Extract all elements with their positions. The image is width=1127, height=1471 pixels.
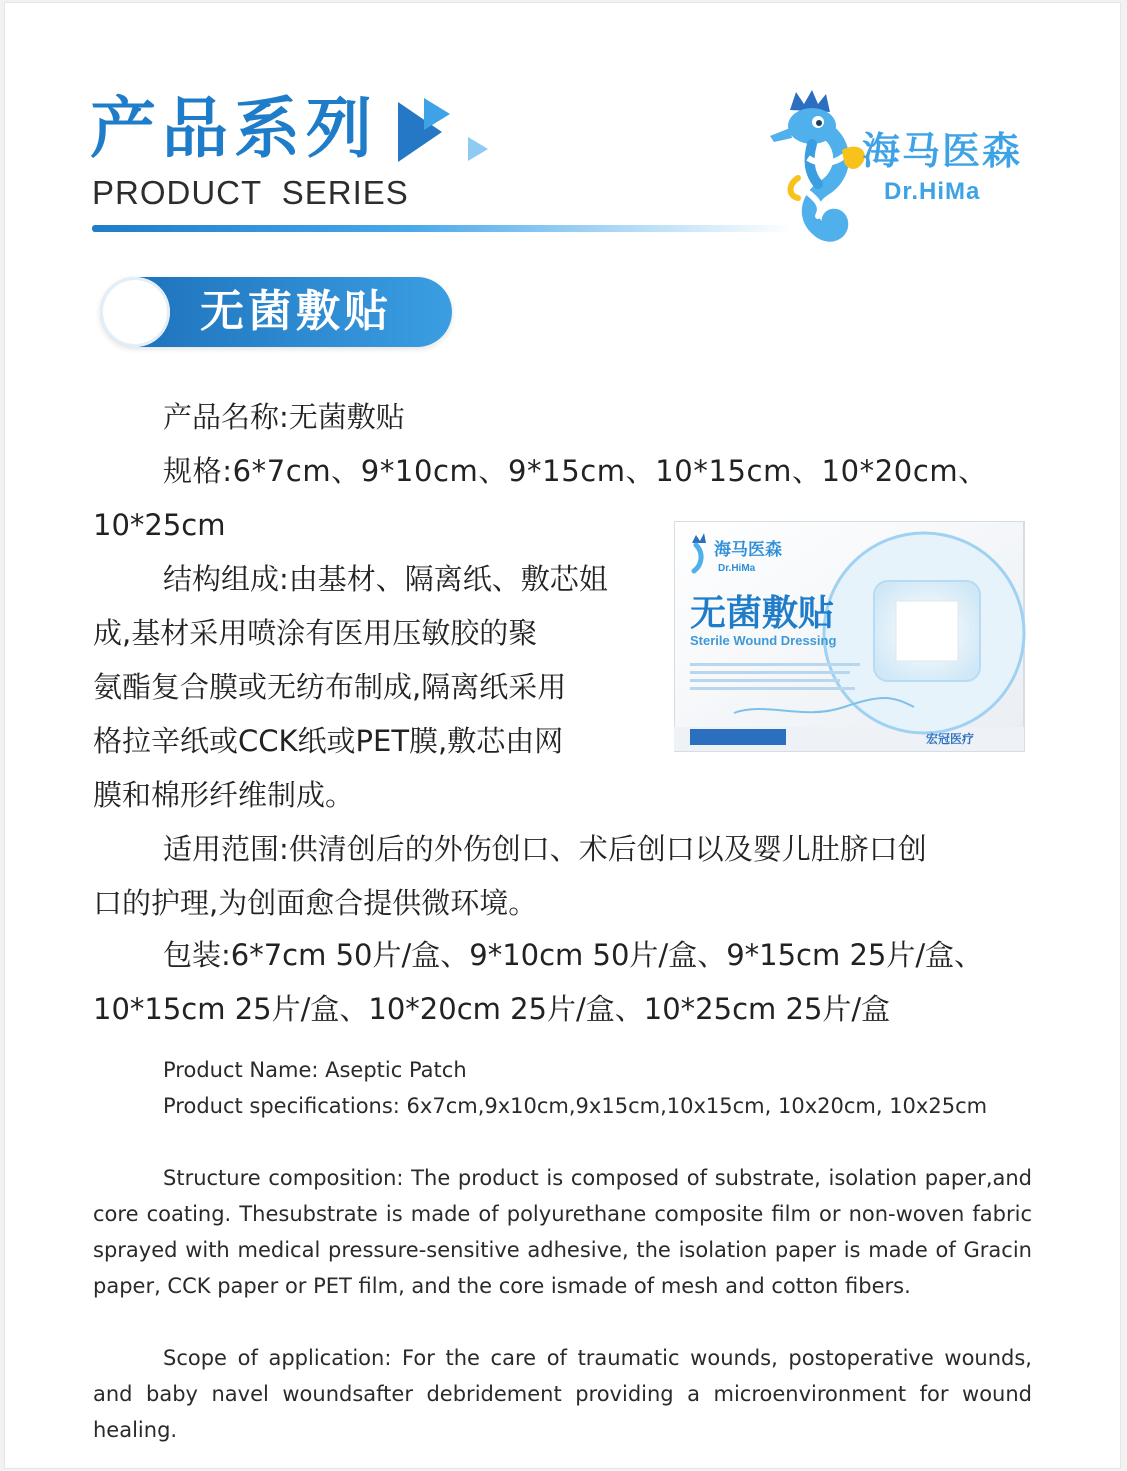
- series-subtitle: PRODUCT SERIES: [92, 174, 409, 211]
- product-box-image: [674, 521, 1026, 753]
- cn-spec-line1: 规格:6*7cm、9*10cm、9*15cm、10*15cm、10*20cm、: [163, 454, 988, 488]
- box-maker: 宏冠医疗: [926, 732, 975, 746]
- series-title: 产品系列: [90, 90, 378, 167]
- box-brand-cn: 海马医森: [714, 540, 782, 560]
- en-scope: Scope of application: For the care of traumatic wounds, postoperative wounds, and baby navel woundsafter debridement providing a microenvironment for wound healing.: [93, 1346, 1032, 1442]
- en-specifications: Product specifications: 6x7cm,9x10cm,9x15cm,10x15cm, 10x20cm, 10x25cm: [163, 1094, 988, 1118]
- cn-structure-line5: 膜和棉形纤维制成。: [93, 778, 355, 812]
- section-title: 无菌敷贴: [200, 286, 392, 337]
- cn-structure-line3: 氨酯复合膜或无纺布制成,隔离纸采用: [93, 670, 567, 704]
- cn-structure-line1: 结构组成:由基材、隔离纸、敷芯姐: [163, 562, 608, 596]
- box-title-en: Sterile Wound Dressing: [690, 633, 837, 648]
- small-arrow-icon: [468, 137, 488, 161]
- cn-scope-line2: 口的护理,为创面愈合提供微环境。: [93, 886, 538, 920]
- cn-structure-line2: 成,基材采用喷涂有医用压敏胶的聚: [93, 616, 538, 650]
- cn-scope-line1: 适用范围:供清创后的外伤创口、术后创口以及婴儿肚脐口创: [163, 832, 927, 866]
- cn-pack-line1: 包装:6*7cm 50片/盒、9*10cm 50片/盒、9*15cm 25片/盒、: [163, 938, 984, 972]
- section-pill-dot: [100, 277, 170, 347]
- logo-brand-cn: 海马医森: [862, 129, 1023, 173]
- cn-product-name: 产品名称:无菌敷贴: [163, 400, 405, 434]
- box-title-cn: 无菌敷贴: [690, 593, 835, 634]
- cn-structure-line4: 格拉辛纸或CCK纸或PET膜,敷芯由网: [93, 724, 564, 758]
- cn-spec-line2: 10*25cm: [93, 508, 226, 542]
- en-product-name: Product Name: Aseptic Patch: [163, 1058, 467, 1082]
- header-divider: [92, 225, 792, 232]
- en-structure: Structure composition: The product is composed of substrate, isolation paper,and core coating. Thesubstrate is made of polyurethane composite film or non-woven fabric sprayed with medical pressure-sensitive adhesive, the isolation paper is made of Gracin paper, CCK paper or PET film, and the core ismade of mesh and cotton fibers.: [93, 1166, 1032, 1298]
- logo-brand-en: Dr.HiMa: [884, 178, 981, 205]
- cn-pack-line2: 10*15cm 25片/盒、10*20cm 25片/盒、10*25cm 25片/盒: [93, 992, 891, 1026]
- box-brand-en: Dr.HiMa: [718, 563, 756, 574]
- play-arrow-accent-icon: [424, 98, 450, 130]
